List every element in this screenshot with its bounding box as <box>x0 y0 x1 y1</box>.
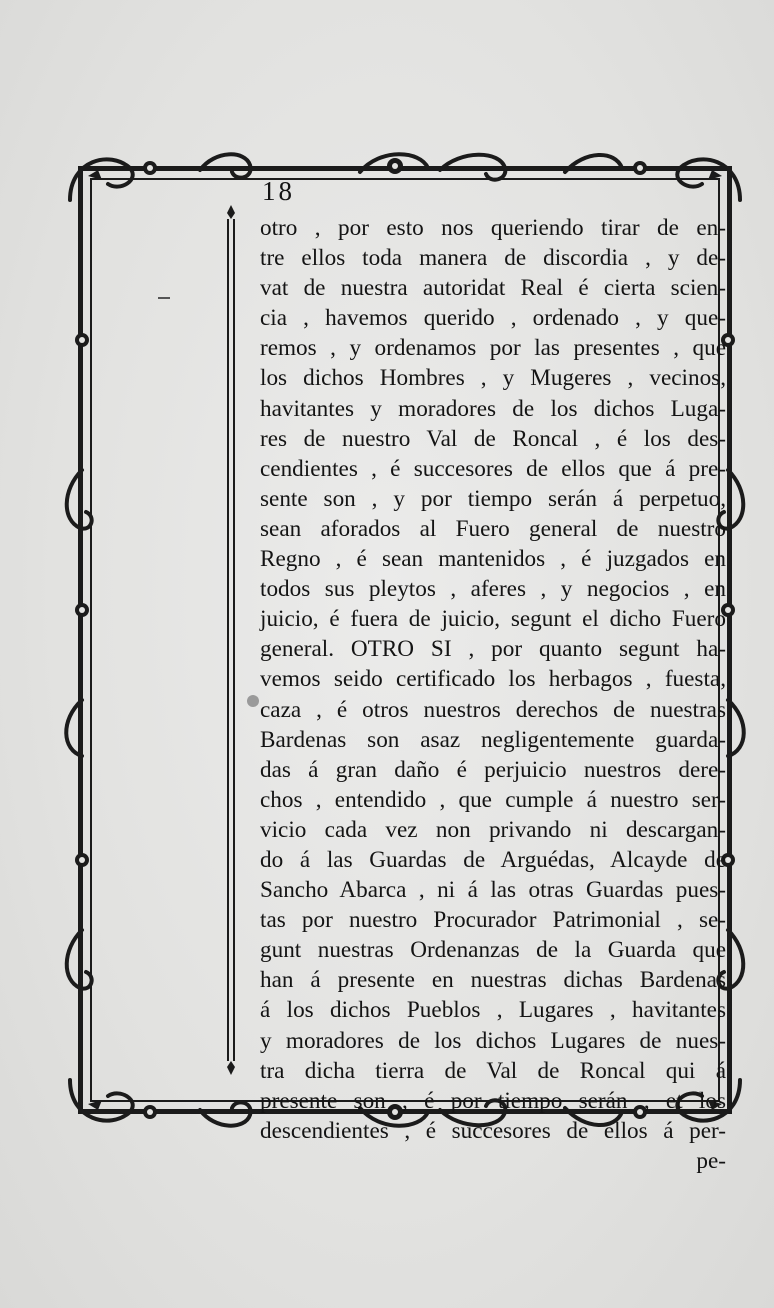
text-line: tre ellos toda manera de discordia , y de- <box>260 245 726 272</box>
text-line: pe- <box>696 1147 726 1174</box>
text-line: havitantes y moradores de los dichos Luga- <box>260 395 726 422</box>
text-line: Regno , é sean mantenidos , é juzgados en <box>260 546 726 573</box>
text-line: tas por nuestro Procurador Patrimonial , se- <box>260 907 726 934</box>
text-line: cia , havemos querido , ordenado , y que- <box>260 305 726 332</box>
text-line: á los dichos Pueblos , Lugares , havitantes <box>260 997 726 1024</box>
text-line: res de nuestro Val de Roncal , é los des- <box>260 425 726 452</box>
text-line: caza , é otros nuestros derechos de nuestras <box>260 696 726 723</box>
text-line: y moradores de los dichos Lugares de nues- <box>260 1027 726 1054</box>
text-line: descendientes , é succesores de ellos á per- <box>260 1117 726 1144</box>
text-line: remos , y ordenamos por las presentes , que <box>260 335 726 362</box>
text-line: vicio cada vez non privando ni descargan- <box>260 816 726 843</box>
text-line: sean aforados al Fuero general de nuestro <box>260 515 726 542</box>
text-line: juicio, é fuera de juicio, segunt el dicho Fuero <box>260 606 726 633</box>
text-line: todos sus pleytos , aferes , y negocios , en <box>260 576 726 603</box>
text-line: cendientes , é succesores de ellos que á pre- <box>260 455 726 482</box>
text-line: vemos seido certificado los herbagos , fuesta, <box>260 666 726 693</box>
text-line: los dichos Hombres , y Mugeres , vecinos, <box>260 365 726 392</box>
text-line: presente son , é por tiempo serán , et los <box>260 1087 726 1114</box>
text-line: das á gran daño é perjuicio nuestros dere- <box>260 756 726 783</box>
vertical-rule-ornament <box>224 205 238 1075</box>
text-line: han á presente en nuestras dichas Bardenas <box>260 967 726 994</box>
text-line: sente son , y por tiempo serán á perpetuo, <box>260 485 726 512</box>
text-line: gunt nuestras Ordenanzas de la Guarda que <box>260 937 726 964</box>
text-line: vat de nuestra autoridat Real é cierta scien- <box>260 275 726 302</box>
text-line: do á las Guardas de Arguédas, Alcayde de <box>260 846 726 873</box>
text-line: general. OTRO SI , por quanto segunt ha- <box>260 636 726 663</box>
paper-speck <box>158 296 170 300</box>
page-number: 18 <box>262 176 295 206</box>
text-line: otro , por esto nos queriendo tirar de en- <box>260 215 726 241</box>
text-line: Bardenas son asaz negligentemente guarda- <box>260 726 726 753</box>
text-line: tra dicha tierra de Val de Roncal qui á <box>260 1057 726 1084</box>
paper-speck <box>246 694 260 708</box>
text-line: chos , entendido , que cumple á nuestro ser- <box>260 786 726 813</box>
text-line: Sancho Abarca , ni á las otras Guardas pues- <box>260 877 726 904</box>
body-text <box>260 213 726 1176</box>
